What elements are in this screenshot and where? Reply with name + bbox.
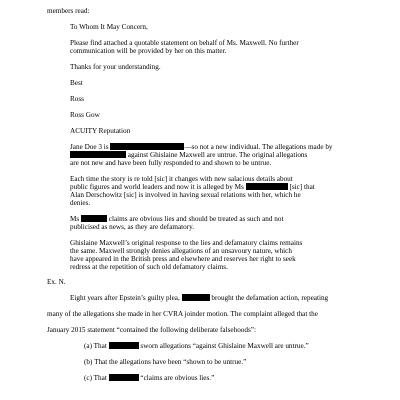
- exhibit-reference: Ex. N.: [47, 278, 66, 286]
- letter-paragraph-2-line-3: are not new and have been fully responded to and shown to be untrue.: [70, 159, 272, 167]
- letter-paragraph-3-line-2: [70, 183, 315, 191]
- list-item-label: (c): [84, 374, 92, 382]
- text-fragment: Eight years after Epstein’s guilty plea,: [70, 294, 180, 302]
- salutation: To Whom It May Concern,: [70, 23, 148, 31]
- letter-paragraph-4-line-2: publicised as news, as they are defamatory.: [70, 223, 195, 231]
- text-fragment: sworn allegations “against Ghislaine Maxwell are untrue.”: [140, 342, 309, 350]
- redaction-bar: [246, 183, 288, 190]
- letter-paragraph-3-line-4: denies.: [70, 199, 91, 207]
- letter-paragraph-3-line-1: Each time the story is re told [sic] it changes with new salacious details about: [70, 175, 293, 183]
- text-fragment: Jane Doe 3 is: [70, 143, 109, 151]
- letter-paragraph-5-line-3: have appeared in the British press and elsewhere and reserves her right to seek: [70, 255, 296, 263]
- letter-paragraph-2-line-2: [70, 151, 307, 159]
- redaction-bar: [110, 143, 184, 150]
- letter-paragraph-5-line-4: redress at the repetition of such old defamatory claims.: [70, 263, 228, 271]
- list-item-a: [84, 342, 309, 350]
- lead-text: members read:: [47, 7, 90, 15]
- redaction-bar: [109, 342, 139, 349]
- text-fragment: against Ghislaine Maxwell are untrue. The original allegations: [127, 151, 308, 159]
- letter-paragraph-3-line-3: Alan Derschowitz [sic] is involved in having sexual relations with her, which he: [70, 191, 301, 199]
- thanks-line: Thanks for your understanding.: [70, 63, 161, 71]
- text-fragment: [sic] that: [289, 183, 315, 191]
- list-item-label: (a): [84, 342, 92, 350]
- redaction-bar: [109, 374, 139, 381]
- letter-paragraph-4-line-1: [70, 215, 283, 223]
- letter-paragraph-1-line-2: communication will be provided by her on this matter.: [70, 47, 227, 55]
- body-line-1: [70, 294, 328, 302]
- redaction-bar: [81, 215, 107, 222]
- signature-ross-gow: Ross Gow: [70, 111, 100, 119]
- list-item-b: [84, 358, 246, 366]
- text-fragment: That: [93, 374, 107, 382]
- text-fragment: That: [93, 342, 107, 350]
- redaction-bar: [182, 294, 210, 301]
- closing-best: Best: [70, 79, 83, 87]
- list-item-label: (b): [84, 358, 93, 366]
- letter-paragraph-2-line-1: [70, 143, 333, 151]
- body-line-3: January 2015 statement “contained the following deliberate falsehoods”:: [47, 326, 256, 334]
- text-fragment: That the allegations have been “shown to be untrue.”: [94, 358, 247, 366]
- letter-paragraph-5-line-1: Ghislaine Maxwell’s original response to the lies and defamatory claims remains: [70, 239, 303, 247]
- text-fragment: —so not a new individual. The allegations made by: [184, 143, 333, 151]
- text-fragment: brought the defamation action, repeating: [211, 294, 329, 302]
- signature-organization: ACUITY Reputation: [70, 127, 131, 135]
- letter-paragraph-1-line-1: Please find attached a quotable statement on behalf of Ms. Maxwell. No further: [70, 39, 299, 47]
- text-fragment: claims are obvious lies and should be treated as such and not: [108, 215, 284, 223]
- body-line-2: many of the allegations she made in her CVRA joinder motion. The complaint alleged that the: [47, 310, 318, 318]
- text-fragment: Ms: [70, 215, 80, 223]
- text-fragment: “claims are obvious lies.”: [140, 374, 215, 382]
- letter-paragraph-5-line-2: the same. Maxwell strongly denies allegations of an unsavoury nature, which: [70, 247, 292, 255]
- redaction-bar: [70, 151, 126, 158]
- text-fragment: public figures and world leaders and now it is alleged by Ms: [70, 183, 244, 191]
- signature-ross: Ross: [70, 95, 84, 103]
- list-item-c: [84, 374, 214, 382]
